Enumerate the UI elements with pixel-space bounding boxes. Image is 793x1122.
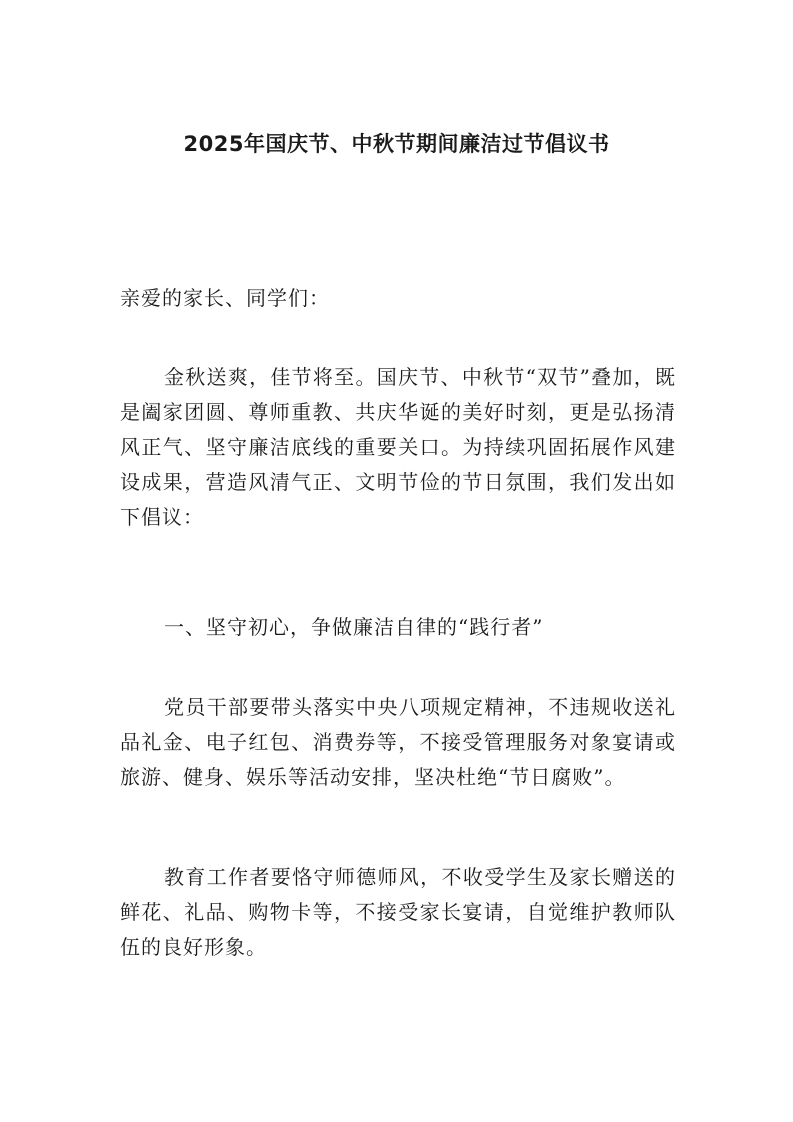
section-heading-1: 一、坚守初心，争做廉洁自律的“践行者” bbox=[164, 615, 544, 639]
section-1-paragraph-2: 教育工作者要恪守师德师风，不收受学生及家长赠送的鲜花、礼品、购物卡等，不接受家长宴请，自觉维护教师队伍的良好形象。 bbox=[120, 865, 676, 959]
section-1-paragraph-1: 党员干部要带头落实中央八项规定精神，不违规收送礼品礼金、电子红包、消费券等，不接受管理服务对象宴请或旅游、健身、娱乐等活动安排，坚决杜绝“节日腐败”。 bbox=[120, 695, 676, 789]
intro-paragraph: 金秋送爽，佳节将至。国庆节、中秋节“双节”叠加，既是阖家团圆、尊师重教、共庆华诞的美好时刻，更是弘扬清风正气、坚守廉洁底线的重要关口。为持续巩固拓展作风建设成果，营造风清气正、文明节俭的节日氛围，我们发出如下倡议： bbox=[120, 365, 676, 529]
salutation: 亲爱的家长、同学们： bbox=[120, 286, 330, 310]
document-title: 2025年国庆节、中秋节期间廉洁过节倡议书 bbox=[183, 132, 610, 156]
